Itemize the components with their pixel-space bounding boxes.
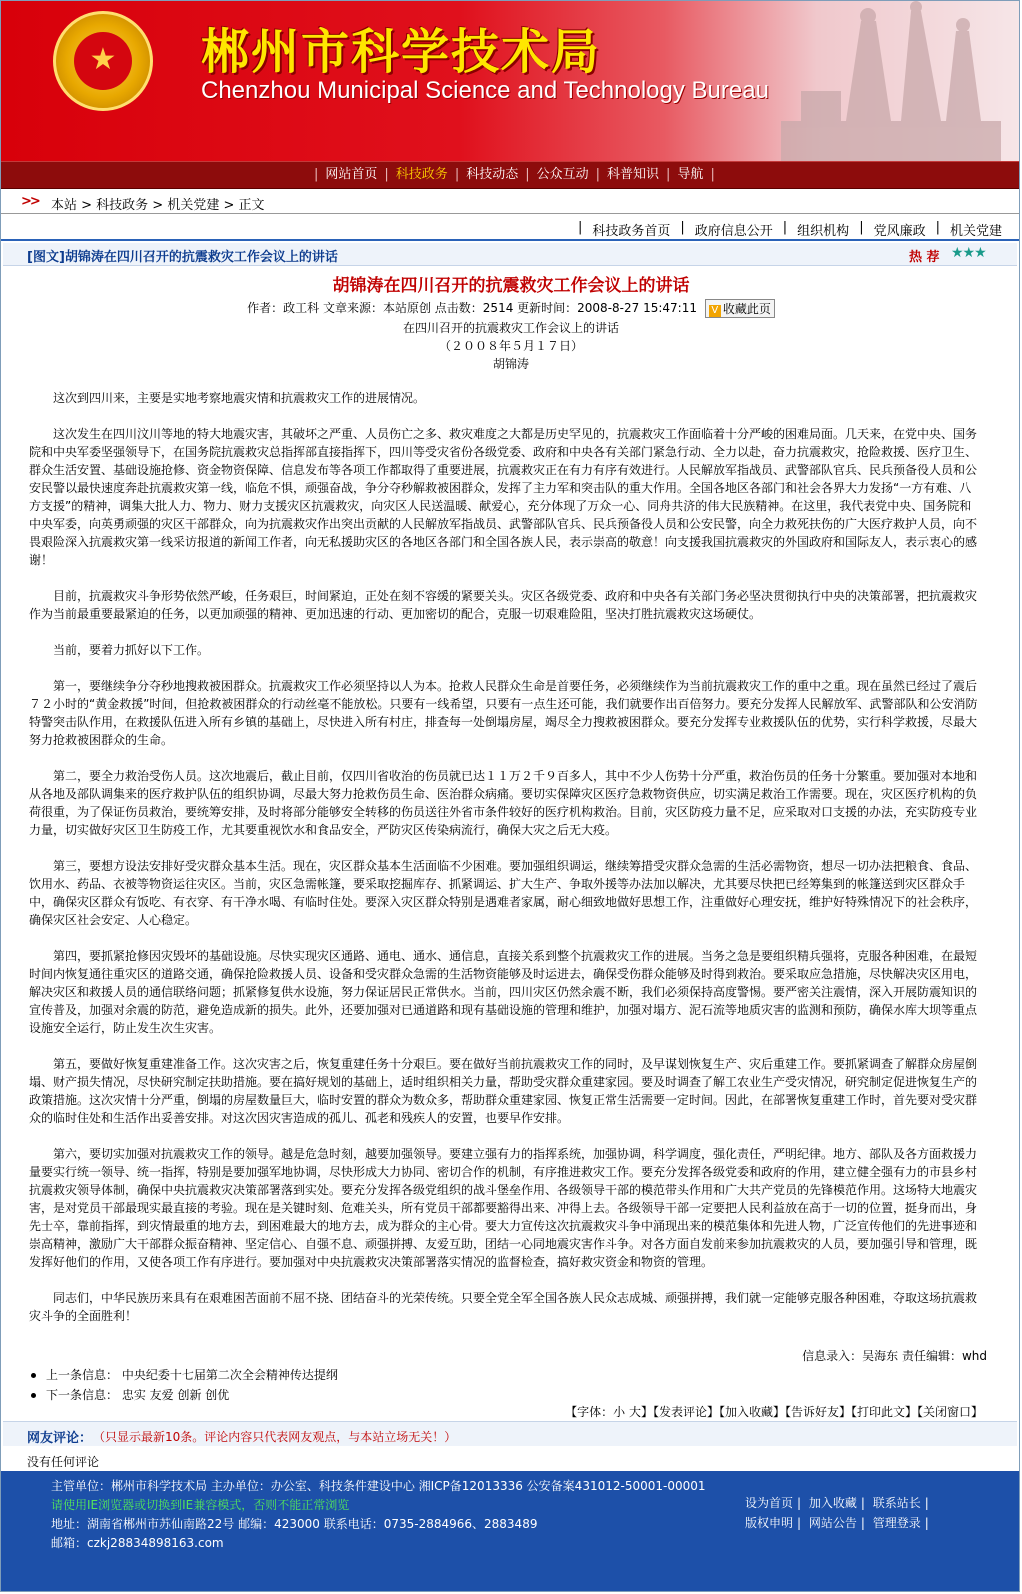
footer-browser-warning: 请使用IE浏览器或切换到IE兼容模式，否则不能正常浏览	[51, 1498, 350, 1512]
sub-nav-item-integrity[interactable]: 党风廉政	[873, 224, 926, 239]
divider	[1, 239, 1020, 241]
paragraph: 目前，抗震救灾斗争形势依然严峻，任务艰巨，时间紧迫，正处在刻不容缓的紧要关头。灾区各级党委、政府和中央各有关部门务必坚决贯彻执行中央的决策部署，把抗震救灾作为当前最重要最紧迫的任务，以更加顽强的精神、更加迅速的行动、更加密切的配合，克服一切艰难险阻，坚决打胜抗震救灾这场硬仗。	[29, 589, 978, 621]
breadcrumb	[1, 193, 1020, 213]
next-article-link[interactable]	[31, 1385, 338, 1405]
bullet-icon	[31, 1373, 36, 1378]
nav-separator: |	[710, 167, 715, 182]
paragraph: 同志们，中华民族历来具有在艰难困苦面前不屈不挠、团结奋斗的光荣传统。只要全党全军全国各族人民众志成城、顽强拼搏，我们就一定能够克服各种困难，夺取这场抗震救灾斗争的全面胜利！	[29, 1291, 978, 1323]
footer-info	[51, 1477, 706, 1553]
header-banner	[1, 1, 1020, 161]
sculpture-decoration-icon	[741, 1, 1020, 161]
article-title: 胡锦涛在四川召开的抗震救灾工作会议上的讲话	[332, 276, 690, 296]
sub-nav-item-organization[interactable]: 组织机构	[797, 224, 850, 239]
paragraph: 第五，要做好恢复重建准备工作。这次灾害之后，恢复重建任务十分艰巨。要在做好当前抗震救灾工作的同时，及早谋划恢复生产、灾后重建工作。要抓紧调查了解群众房屋倒塌、财产损失情况，尽快研究制定扶助措施。要在搞好规划的基础上，适时组织相关力量，帮助受灾群众重建家园。要及时调查了解工农业生产受灾情况，研究制定促进恢复生产的政策措施。这次灾情十分严重，倒塌的房屋数量巨大，临时安置的群众为数众多，帮助群众重建家园、恢复正常生活需要一定时间。因此，在部署恢复重建工作时，首先要对受灾群众的临时住处和生活作出妥善安排。对这次因灾害造成的孤儿、孤老和残疾人的安置，也要早作安排。	[29, 1057, 978, 1125]
paragraph: 当前，要着力抓好以下工作。	[53, 643, 210, 657]
sub-nav-separator: |	[859, 220, 864, 235]
nav-separator: |	[384, 167, 389, 182]
prev-article-link[interactable]	[31, 1365, 338, 1385]
bullet-icon	[31, 1393, 36, 1398]
breadcrumb-text[interactable]: 本站 > 科技政务 > 机关党建 > 正文	[51, 198, 265, 213]
national-emblem-icon: ★	[53, 11, 153, 111]
article-body	[29, 389, 981, 1343]
nav-item-government[interactable]: 科技政务	[395, 167, 448, 182]
nav-item-interaction[interactable]: 公众互动	[536, 167, 589, 182]
nav-item-science[interactable]: 科普知识	[607, 167, 660, 182]
footer-line-address: 地址：湖南省郴州市苏仙南路22号 邮编：423000 联系电话：0735-2884966、2883489	[51, 1517, 538, 1531]
nav-separator: |	[595, 167, 601, 182]
comments-header	[3, 1421, 1017, 1446]
sub-nav	[573, 220, 1007, 239]
footer	[1, 1471, 1020, 1592]
paragraph: 这次发生在四川汶川等地的特大地震灾害，其破坏之严重、人员伤亡之多、救灾难度之大都是历史罕见的，抗震救灾工作面临着十分严峻的困难局面。几天来，在党中央、国务院和中央军委坚强领导下，在国务院抗震救灾总指挥部直接指挥下，四川等受灾省份各级党委、政府和中央各有关部门紧急行动、全力以赴，奋力抗震救灾，抢险救援、医疗卫生、群众生活安置、基础设施抢修、资金物资保障、信息发布等各项工作都取得了重要进展，抗震救灾正在有力有序有效进行。人民解放军指战员、武警部队官兵、民兵预备役人员和公安民警以最快速度奔赴抗震救灾第一线，临危不惧，顽强奋战，争分夺秒解救被困群众，发挥了主力军和突击队的重大作用。全国各地区各部门和社会各界大力发扬“一方有难、八方支援”的精神，调集大批人力、物力、财力支援灾区抗震救灾，向灾区人民送温暖、献爱心，充分体现了万众一心、同舟共济的伟大民族精神。在这里，我代表党中央、国务院和中央军委，向英勇顽强的灾区干部群众，向为抗震救灾作出突出贡献的人民解放军指战员、武警部队官兵、民兵预备役人员和公安民警，向全力救死扶伤的广大医疗救护人员，向不畏艰险深入抗震救灾第一线采访报道的新闻工作者，向无私援助灾区的各地区各部门和全国各族人民，表示崇高的敬意！向支援我国抗震救灾的外国政府和国际友人，表示衷心的感谢！	[29, 427, 978, 567]
bookmark-button[interactable]	[705, 299, 775, 318]
paragraph: 这次到四川来，主要是实地考察地震灾情和抗震救灾工作的进展情况。	[53, 391, 426, 405]
comments-title: 网友评论：	[27, 1431, 93, 1446]
nav-item-navigation[interactable]: 导航	[677, 167, 704, 182]
paragraph: 第二，要全力救治受伤人员。这次地震后，截止目前，仅四川省收治的伤员就已达１１万２千９百多人，其中不少人伤势十分严重，救治伤员的任务十分繁重。要加强对本地和从各地及部队调集来的医疗救护队伍的组织协调，尽最大努力抢救伤员生命、医治群众病痛。要切实保障灾区医疗急救物资供应，切实满足救治工作需要。现在，灾区医疗机构的负荷很重，为了保证伤员救治，要统筹安排，及时将部分能够安全转移的伤员送往外省市条件较好的医疗机构救治。目前，灾区防疫力量不足，应采取对口支援的办法，充实防疫专业力量，切实做好灾区卫生防疫工作，尤其要重视饮水和食品安全，严防灾区传染病流行，确保大灾之后无大疫。	[29, 769, 978, 837]
double-arrow-icon: >>	[21, 194, 39, 209]
site-title: 郴州市科学技术局	[201, 24, 602, 80]
sub-nav-separator: |	[577, 220, 583, 235]
footer-line-email: 邮箱：czkj28834898163.com	[51, 1536, 224, 1550]
paragraph: 第一，要继续争分夺秒地搜救被困群众。抗震救灾工作必须坚持以人为本。抢救人民群众生命是首要任务，必须继续作为当前抗震救灾工作的重中之重。现在虽然已经过了震后７２小时的“黄金救援”时间，但抢救被困群众的行动丝毫不能放松。只要有一线希望，只要有一点生还可能，我们就要作出百倍努力。要充分发挥人民解放军、武警部队和公安消防特警突击队作用，在救援队伍进入所有乡镇的基础上，尽快进入所有村庄，排查每一处倒塌房屋，竭尽全力搜救被困群众。要充分发挥专业救援队伍的优势，实行科学救援，尽最大努力抢救被困群众的生命。	[29, 679, 978, 747]
footer-link-admin-login[interactable]: 管理登录	[872, 1516, 921, 1530]
article-title-bar	[3, 243, 1017, 266]
site-subtitle: Chenzhou Municipal Science and Technology Bureau	[201, 77, 769, 104]
footer-link-add-favorite[interactable]: 加入收藏	[808, 1496, 857, 1510]
sub-nav-item-info-disclosure[interactable]: 政府信息公开	[694, 224, 773, 239]
article-meta-text: 作者：政工科 文章来源：本站原创 点击数：2514 更新时间：2008-8-27 15:47:11	[247, 301, 697, 315]
sub-nav-item-party-building[interactable]: 机关党建	[949, 224, 1002, 239]
sub-nav-separator: |	[782, 220, 788, 235]
article-subtitle: 在四川召开的抗震救灾工作会议上的讲话	[402, 321, 619, 335]
prev-article-text[interactable]: 上一条信息： 中央纪委十七届第二次全会精神传达提纲	[46, 1368, 338, 1382]
footer-line-organizer: 主管单位：郴州市科学技术局 主办单位：办公室、科技条件建设中心 湘ICP备12013336 公安备案431012-50001-00001	[51, 1479, 706, 1493]
footer-links: 设为首页 | 加入收藏 | 联系站长 | 版权申明 | 网站公告 | 管理登录 |	[741, 1493, 929, 1533]
nav-item-home[interactable]: 网站首页	[325, 167, 378, 182]
sub-nav-separator: |	[680, 220, 685, 235]
paragraph: 第六，要切实加强对抗震救灾工作的领导。越是危急时刻，越要加强领导。要建立强有力的指挥系统，加强协调，科学调度，强化责任，严明纪律。地方、部队及各方面救援力量要实行统一领导、统一指挥，特别是要加强军地协调，尽快形成大力协同、密切合作的机制，有序推进救灾工作。要充分发挥各级党委和政府的作用，建立健全强有力的市县乡村抗震救灾领导体制，确保中央抗震救灾决策部署落到实处。要充分发挥各级党组织的战斗堡垒作用、各级领导干部的模范带头作用和广大共产党员的先锋模范作用。这场特大地震灾害，是对党员干部最现实最直接的考验。现在是关键时刻、危难关头，所有党员干部都要豁得出来、冲得上去。各级领导干部一定要把人民利益放在高于一切的位置，挺身而出，身先士卒，靠前指挥，到灾情最重的地方去，到困难最大的地方去，成为群众的主心骨。要大力宣传这次抗震救灾斗争中涌现出来的模范集体和先进人物，广泛宣传他们的先进事迹和崇高精神，激励广大干部群众振奋精神、坚定信心、自强不息、顽强拼搏、友爱互助，团结一心同地震灾害作斗争。对各方面自发前来参加抗震救灾的人员，要加强引导和管理，既发挥好他们的作用，又使各项工作有序进行。要加强对中央抗震救灾决策部署落实情况的监督检查，搞好救灾资金和物资的管理。	[29, 1147, 978, 1269]
nav-item-news[interactable]: 科技动态	[466, 167, 519, 182]
bookmark-icon: V	[709, 305, 721, 317]
article-tools[interactable]: 【字体：小 大】【发表评论】【加入收藏】【告诉好友】【打印此文】【关闭窗口】	[565, 1405, 983, 1419]
sub-nav-separator: |	[935, 220, 940, 235]
title-bar-text: [图文]胡锦涛在四川召开的抗震救灾工作会议上的讲话	[27, 250, 338, 265]
editor-info: 信息录入：吴海东 责任编辑：whd	[802, 1349, 987, 1363]
divider	[1, 213, 1020, 214]
bookmark-label: 收藏此页	[722, 302, 771, 316]
comments-note: （只显示最新10条。评论内容只代表网友观点，与本站立场无关！）	[93, 1430, 457, 1444]
footer-link-set-home[interactable]: 设为首页	[745, 1496, 794, 1510]
no-comments-text: 没有任何评论	[27, 1455, 100, 1469]
rating-stars-icon: ★★★	[951, 245, 986, 261]
article-meta	[1, 299, 1020, 318]
article-date: （２００８年５月１７日）	[438, 339, 583, 353]
footer-link-contact[interactable]: 联系站长	[872, 1496, 921, 1510]
nav-separator: |	[314, 167, 319, 182]
sub-nav-item-government-home[interactable]: 科技政务首页	[592, 224, 671, 239]
article-author: 胡锦涛	[492, 357, 529, 371]
paragraph: 第三，要想方设法安排好受灾群众基本生活。现在，灾区群众基本生活面临不少困难。要加强组织调运，继续筹措受灾群众急需的生活必需物资，想尽一切办法把粮食、食品、饮用水、药品、衣被等物资运往灾区。当前，灾区急需帐篷，要采取挖掘库存、抓紧调运、扩大生产、争取外援等办法加以解决，尤其要尽快把已经筹集到的帐篷送到灾区群众手中，确保灾区群众有饭吃、有衣穿、有干净水喝、有临时住处。要深入灾区群众特别是遇难者家属，耐心细致地做好思想工作，注重做好心理安抚，维护好特殊情况下的社会秩序，确保灾区社会安定、人心稳定。	[29, 859, 978, 927]
nav-separator: |	[666, 167, 671, 182]
main-nav	[1, 161, 1020, 189]
footer-link-copyright[interactable]: 版权申明	[745, 1516, 794, 1530]
next-article-text[interactable]: 下一条信息： 忠实 友爱 创新 创优	[46, 1388, 230, 1402]
paragraph: 第四，要抓紧抢修因灾毁坏的基础设施。尽快实现灾区通路、通电、通水、通信息，直接关系到整个抗震救灾工作的进展。当务之急是要组织精兵强将，克服各种困难，在最短时间内恢复通往重灾区的道路交通，确保抢险救援人员、设备和受灾群众急需的生活物资能够及时运进去，确保受伤群众能够及时得到救治。要采取应急措施，尽快解决灾区用电，解决灾区和救援人员的通信联络问题；抓紧修复供水设施，努力保证居民正常供水。当前，四川灾区仍然余震不断，我们必须保持高度警惕。要严密关注震情，深入开展防震知识的宣传普及，加强对余震的防范，避免造成新的损失。此外，还要加强对已通道路和现有基础设施的管理和维护，加强对塌方、泥石流等地质灾害的监测和预防，确保水库大坝等重点设施安全运行，防止发生次生灾害。	[29, 949, 978, 1035]
nav-separator: |	[525, 167, 530, 182]
prev-next-list	[31, 1365, 338, 1405]
footer-link-announcement[interactable]: 网站公告	[808, 1516, 857, 1530]
nav-separator: |	[454, 167, 460, 182]
recommend-label: 热 荐	[909, 250, 940, 265]
